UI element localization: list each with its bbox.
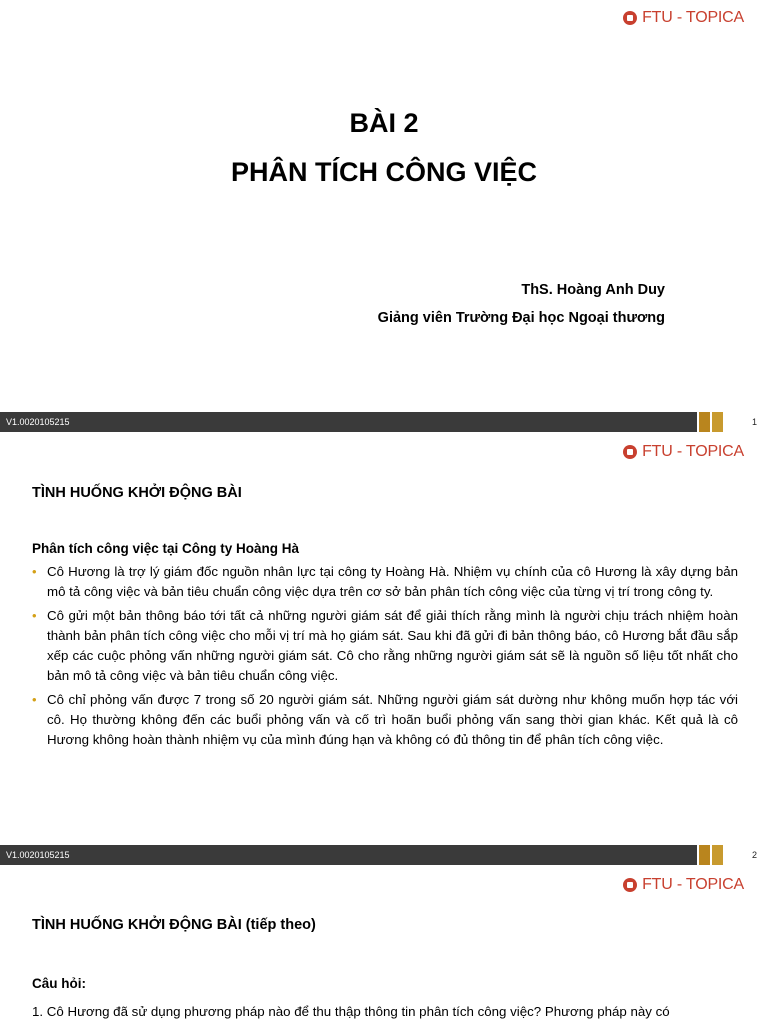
footer-code: V1.0020105215 [6,417,70,427]
logo-icon [623,878,637,892]
list-item [32,690,738,750]
footer-block [712,412,723,432]
bullet-text: Cô chỉ phỏng vấn được 7 trong số 20 người giám sát. Những người giám sát dường như không muốn hợp tác với cô. Họ thường không đến các buổi phỏng vấn và cố trì hoãn buổi phỏng vấn sang thời gian khác. Kết quả là cô Hương không hoàn thành nhiệm vụ của mình đúng hạn và không có đủ thông tin để phân tích công việc. [47,692,738,747]
logo-text: FTU - TOPICA [642,9,744,26]
author-title: Giảng viên Trường Đại học Ngoại thương [377,310,665,326]
lesson-number: BÀI 2 [349,108,419,138]
logo-icon [623,445,637,459]
question-1: 1. Cô Hương đã sử dụng phương pháp nào để thu thập thông tin phân tích công việc? Phương pháp này có [32,1004,670,1019]
bullet-text: Cô gửi một bản thông báo tới tất cả những người giám sát để giải thích rằng mình là người chịu trách nhiệm hoàn thành bản phân tích công việc cho mỗi vị trí mà họ giám sát. Sau khi đã gửi đi bản thông báo, cô Hương bắt đầu sắp xếp các cuộc phỏng vấn những người giám sát. Cô cho rằng những người giám sát sẽ là nguồn số liệu tốt nhất cho bản mô tả công việc và bản tiêu chuẩn công việc. [47,608,738,683]
slide-1 [0,0,768,434]
logo-text: FTU - TOPICA [642,443,744,460]
ftu-topica-logo [623,8,744,28]
logo-text: FTU - TOPICA [642,876,744,893]
footer-code: V1.0020105215 [6,850,70,860]
slide-3 [0,867,768,1024]
ftu-topica-logo [623,442,744,462]
footer-block [699,845,710,865]
bullet-text: Cô Hương là trợ lý giám đốc nguồn nhân lực tại công ty Hoàng Hà. Nhiệm vụ chính của cô Hương là xây dựng bản mô tả công việc và bản tiêu chuẩn công việc dựa trên cơ sở bản phân tích công việc của từng vị trí trong công ty. [47,564,738,599]
bullet-list [32,562,738,754]
list-item [32,562,738,602]
logo-icon [623,11,637,25]
bullet-icon: • [32,608,37,623]
footer-block [699,412,710,432]
slide-heading: TÌNH HUỐNG KHỞI ĐỘNG BÀI [32,485,242,501]
ftu-topica-logo [623,875,744,895]
lesson-title: PHÂN TÍCH CÔNG VIỆC [230,157,538,187]
slide-footer [0,412,768,432]
page-number: 2 [752,850,758,860]
footer-block [712,845,723,865]
slide-footer [0,845,768,865]
slide-heading: TÌNH HUỐNG KHỞI ĐỘNG BÀI (tiếp theo) [32,917,316,933]
footer-bar [0,412,697,432]
page-number: 1 [752,417,758,427]
questions-label: Câu hỏi: [32,976,86,991]
bullet-icon: • [32,564,37,579]
bullet-icon: • [32,692,37,707]
author-name: ThS. Hoàng Anh Duy [521,282,665,298]
case-subheading: Phân tích công việc tại Công ty Hoàng Hà [32,541,300,556]
slide-2 [0,434,768,867]
footer-bar [0,845,697,865]
list-item [32,606,738,686]
